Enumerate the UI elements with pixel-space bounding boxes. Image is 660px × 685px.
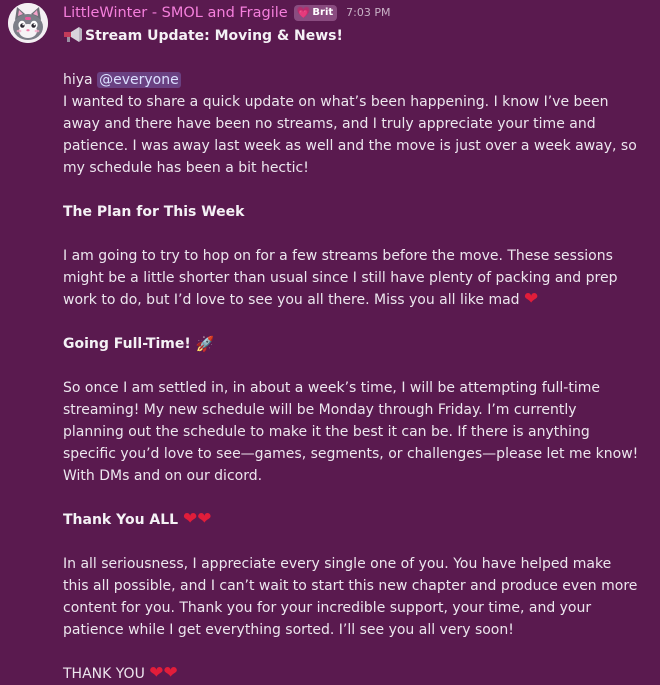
fulltime-paragraph: So once I am settled in, in about a week’s time, I will be attempting full-time streaming! My new schedule will be Monday through Friday. I’m currently planning out the schedule to make it the best it can be. If there is anything specific you’d love to see—games, segments, or challenges—please let me know! With DMs and on our dicord.	[63, 380, 639, 484]
closing-line	[63, 663, 640, 685]
message-header	[63, 0, 640, 25]
user-avatar[interactable]	[8, 3, 48, 43]
thanks-heading	[63, 509, 640, 531]
role-tag[interactable]	[294, 5, 337, 21]
heart-icon: ❤	[149, 663, 164, 683]
heart-icon: ❤	[163, 663, 178, 683]
fulltime-heading-text: Going Full-Time!	[63, 336, 196, 352]
message-content	[63, 25, 640, 685]
message-title: Stream Update: Moving & News!	[85, 28, 343, 44]
plan-paragraph	[63, 245, 640, 311]
heart-icon: ❤	[197, 509, 212, 529]
fulltime-heading: Going Full-Time! 🚀	[63, 335, 215, 353]
plan-paragraph-text: I am going to try to hop on for a few streams before the move. These sessions might be a little shorter than usual since I still have plenty of packing and prep work to do, but I’d love to see you all there. Miss you all like mad	[63, 248, 618, 308]
heart-badge-icon: 💗	[296, 6, 311, 19]
intro-paragraph: I wanted to share a quick update on what’s been happening. I know I’ve been away and there have been no streams, and I truly appreciate your time and patience. I was away last week as well and the move is just over a week away, so my schedule has been a bit hectic!	[63, 94, 637, 176]
plan-heading: The Plan for This Week	[63, 204, 245, 220]
greeting-line	[63, 69, 640, 91]
thanks-heading-text: Thank You ALL	[63, 512, 183, 528]
message-title-line	[63, 25, 640, 47]
closing-text: THANK YOU	[63, 666, 150, 682]
heart-icon: ❤	[524, 289, 539, 309]
megaphone-icon	[63, 26, 83, 43]
cat-avatar-icon	[8, 3, 48, 43]
author-username[interactable]: LittleWinter - SMOL and Fragile	[63, 4, 288, 21]
message-timestamp[interactable]: 7:03 PM	[346, 6, 391, 19]
greeting-text: hiya	[63, 72, 98, 88]
heart-icon: ❤	[182, 509, 198, 529]
role-tag-label: Brit	[312, 7, 334, 18]
thanks-paragraph: In all seriousness, I appreciate every single one of you. You have helped make this all possible, and I can’t wait to start this new chapter and produce even more content for you. Thank you for your incredible support, your time, and your patience while I get everything sorted. I’ll see you all very soon!	[63, 556, 638, 638]
everyone-mention[interactable]: @everyone	[99, 72, 179, 88]
